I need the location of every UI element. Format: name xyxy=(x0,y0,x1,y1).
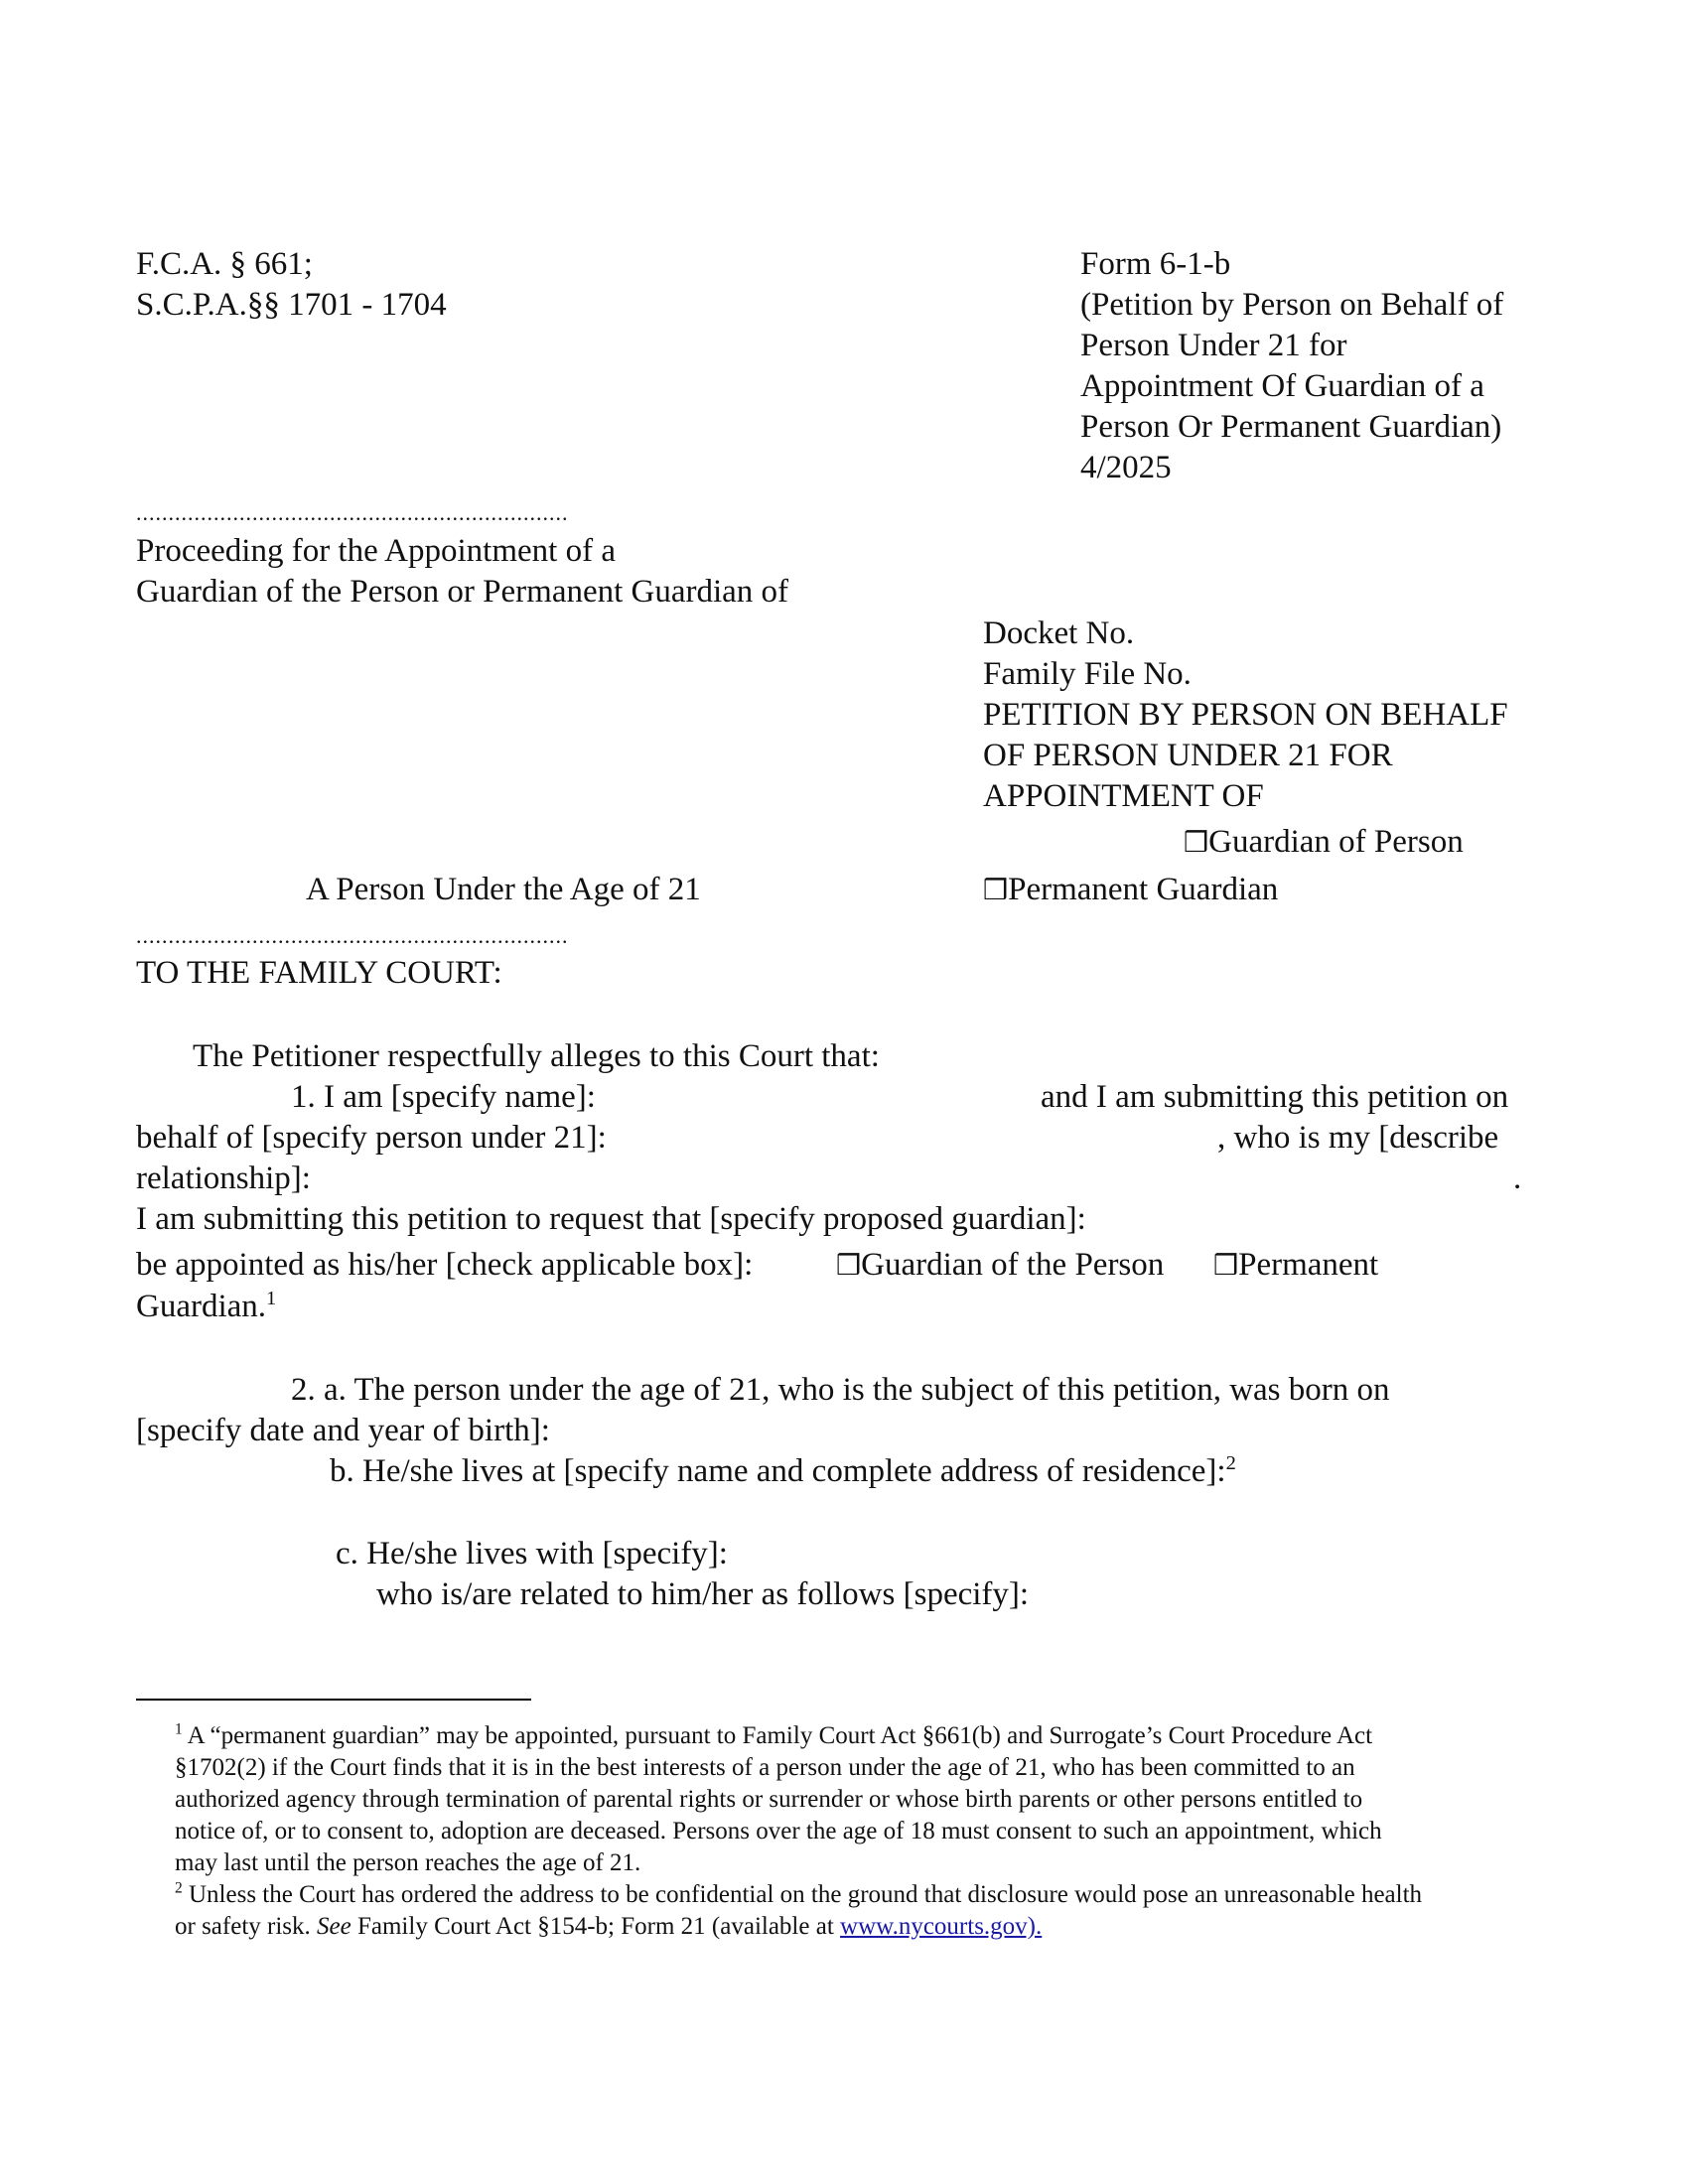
footnote-2-line-1 xyxy=(175,1879,1422,1911)
footnote-reference-1[interactable]: 1 xyxy=(266,1288,277,1309)
docket-number-label: Docket No. xyxy=(983,615,1135,651)
option-permanent-guardian-label: Permanent Guardian xyxy=(1008,872,1279,907)
petition-title-line-1: PETITION BY PERSON ON BEHALF xyxy=(983,697,1508,733)
item-1-appointment-line xyxy=(136,1245,753,1286)
petition-intro: The Petitioner respectfully alleges to this Court that: xyxy=(193,1038,880,1074)
footnote-1-number: 1 xyxy=(175,1720,183,1738)
footnote-1-line-2: §1702(2) if the Court finds that it is in the best interests of a person under the age of 21, who has been committed to an xyxy=(175,1754,1355,1781)
footnote-2-text-2a: or safety risk. xyxy=(175,1913,311,1940)
checkbox-permanent[interactable]: ❒ xyxy=(1213,1249,1239,1282)
checkbox-guardian-of-person[interactable]: ❒ xyxy=(1184,826,1209,859)
item-1-guardian-word xyxy=(136,1287,276,1327)
option-permanent[interactable] xyxy=(1213,1245,1378,1286)
form-title-line-3: Appointment Of Guardian of a xyxy=(1080,368,1484,404)
statute-citation-1: F.C.A. § 661; xyxy=(136,246,313,282)
item-1-relationship-label: relationship]: xyxy=(136,1160,311,1196)
option-permanent-label: Permanent xyxy=(1238,1247,1379,1283)
item-1-appointment-label: be appointed as his/her [check applicable box]: xyxy=(136,1247,754,1283)
item-1-guardian-text: Guardian. xyxy=(136,1289,267,1324)
footnote-2-see: See xyxy=(317,1913,352,1940)
footnote-2-text-2b: Family Court Act §154-b; Form 21 (available at xyxy=(356,1913,834,1940)
option-guardian-of-the-person[interactable] xyxy=(836,1245,1164,1286)
item-2b-text: b. He/she lives at [specify name and complete address of residence]: xyxy=(330,1453,1226,1489)
proceeding-line-1: Proceeding for the Appointment of a xyxy=(136,533,616,569)
footnote-2-line-2 xyxy=(175,1911,1042,1943)
footnote-1-line-3: authorized agency through termination of parental rights or surrender or whose birth parents or other persons entitled to xyxy=(175,1786,1363,1813)
proceeding-line-2: Guardian of the Person or Permanent Guardian of xyxy=(136,574,789,610)
checkbox-permanent-guardian[interactable]: ❒ xyxy=(983,874,1009,906)
item-1-relationship-end: . xyxy=(1513,1160,1522,1196)
item-1-proposed-guardian-label: I am submitting this petition to request that [specify proposed guardian]: xyxy=(136,1201,1086,1237)
footnote-separator xyxy=(136,1699,531,1701)
item-2c-line-1: c. He/she lives with [specify]: xyxy=(336,1536,728,1571)
item-1-behalf-label: behalf of [specify person under 21]: xyxy=(136,1120,607,1156)
option-guardian-of-person-label: Guardian of Person xyxy=(1208,824,1464,860)
option-guardian-of-person[interactable] xyxy=(1184,822,1464,863)
form-date: 4/2025 xyxy=(1080,450,1172,485)
footnote-1-line-4: notice of, or to consent to, adoption are deceased. Persons over the age of 18 must consent to such an appointment, which xyxy=(175,1818,1382,1844)
form-number: Form 6-1-b xyxy=(1080,246,1231,282)
nycourts-link[interactable]: www.nycourts.gov). xyxy=(840,1913,1043,1940)
form-title-line-4: Person Or Permanent Guardian) xyxy=(1080,409,1502,445)
item-1-relationship-text: , who is my [describe xyxy=(1217,1120,1499,1156)
footnote-1-line-5: may last until the person reaches the age of 21. xyxy=(175,1849,641,1876)
caption-dotted-line-bottom: ................................................................... xyxy=(136,923,569,948)
person-under-21-caption: A Person Under the Age of 21 xyxy=(306,872,701,907)
footnote-1-text-1: A “permanent guardian” may be appointed, pursuant to Family Court Act §661(b) and Surrogate’s Court Procedure Act xyxy=(187,1722,1373,1749)
statute-citation-2: S.C.P.A.§§ 1701 - 1704 xyxy=(136,287,447,323)
form-title-line-1: (Petition by Person on Behalf of xyxy=(1080,287,1504,323)
petition-title-line-3: APPOINTMENT OF xyxy=(983,778,1264,814)
footnote-reference-2[interactable]: 2 xyxy=(1225,1452,1236,1474)
option-permanent-guardian[interactable] xyxy=(983,870,1278,910)
form-title-line-2: Person Under 21 for xyxy=(1080,328,1347,363)
checkbox-guardian-of-the-person[interactable]: ❒ xyxy=(836,1249,862,1282)
petition-title-line-2: OF PERSON UNDER 21 FOR xyxy=(983,738,1393,773)
caption-dotted-line-top: ................................................................... xyxy=(136,500,569,525)
item-2a-line-2: [specify date and year of birth]: xyxy=(136,1413,550,1448)
footnote-2-text-1: Unless the Court has ordered the address to be confidential on the ground that disclosure would pose an unreasonable health xyxy=(189,1881,1423,1908)
item-2c-line-2: who is/are related to him/her as follows [specify]: xyxy=(376,1576,1030,1612)
footnote-1-line-1 xyxy=(175,1720,1372,1752)
footnote-2-number: 2 xyxy=(175,1879,183,1897)
item-2b-line xyxy=(330,1451,1236,1492)
item-1-submitting-text: and I am submitting this petition on xyxy=(1041,1079,1509,1115)
addressee: TO THE FAMILY COURT: xyxy=(136,955,502,991)
item-1-name-label: 1. I am [specify name]: xyxy=(291,1079,596,1115)
family-file-number-label: Family File No. xyxy=(983,656,1192,692)
item-2a-line-1: 2. a. The person under the age of 21, who is the subject of this petition, was born on xyxy=(291,1372,1390,1408)
option-guardian-of-the-person-label: Guardian of the Person xyxy=(861,1247,1165,1283)
